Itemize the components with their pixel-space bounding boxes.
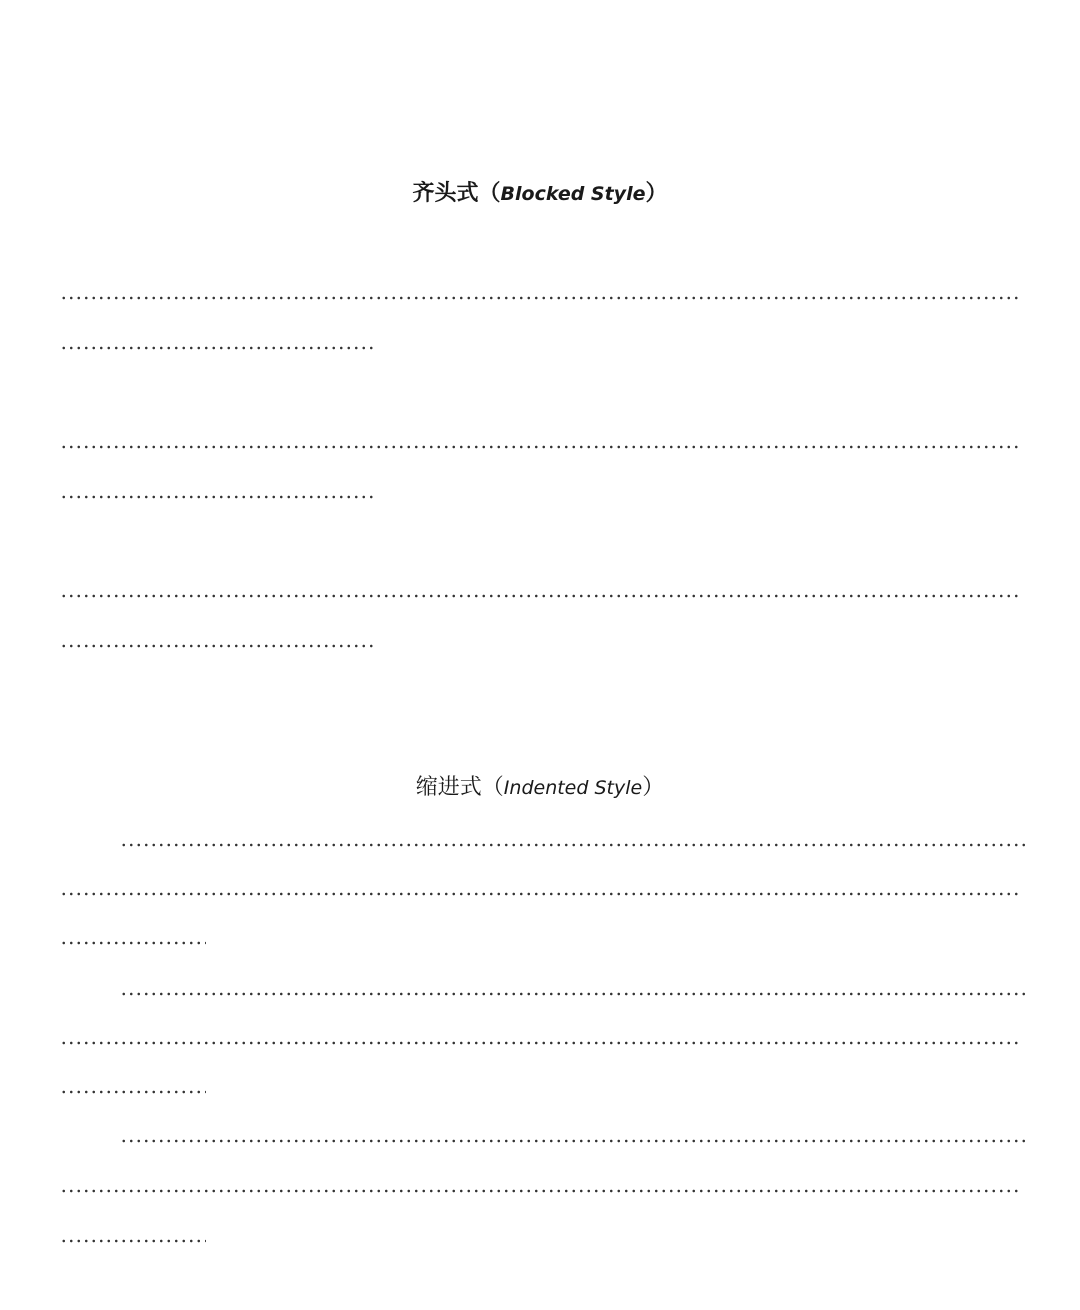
indented-paragraph-1-line-3 [60,941,206,945]
blocked-paragraph-3-line-1 [60,594,1018,598]
heading-blocked-en: Blocked Style [500,183,646,205]
heading-blocked-close-paren: ） [645,180,668,206]
indented-paragraph-1-line-2 [60,892,1018,896]
heading-indented-style [0,773,1080,803]
heading-indented-open-paren: （ [481,775,504,800]
blocked-paragraph-1-line-2 [60,346,377,350]
heading-indented-zh: 缩进式 [415,775,482,800]
heading-blocked-zh: 齐头式 [412,180,479,206]
indented-paragraph-3-line-3 [60,1239,206,1243]
heading-blocked-open-paren: （ [478,180,501,206]
indented-paragraph-3-line-1 [120,1139,1030,1143]
indented-paragraph-2-line-3 [60,1090,206,1094]
indented-paragraph-2-line-1 [120,992,1030,996]
blocked-paragraph-2-line-1 [60,445,1018,449]
indented-paragraph-2-line-2 [60,1041,1018,1045]
blocked-paragraph-1-line-1 [60,296,1018,300]
heading-indented-close-paren: ） [642,775,665,800]
indented-paragraph-3-line-2 [60,1189,1018,1193]
blocked-paragraph-3-line-2 [60,644,377,648]
indented-paragraph-1-line-1 [120,843,1030,847]
blocked-paragraph-2-line-2 [60,495,377,499]
heading-blocked-style [0,178,1080,209]
heading-indented-en: Indented Style [503,777,643,799]
